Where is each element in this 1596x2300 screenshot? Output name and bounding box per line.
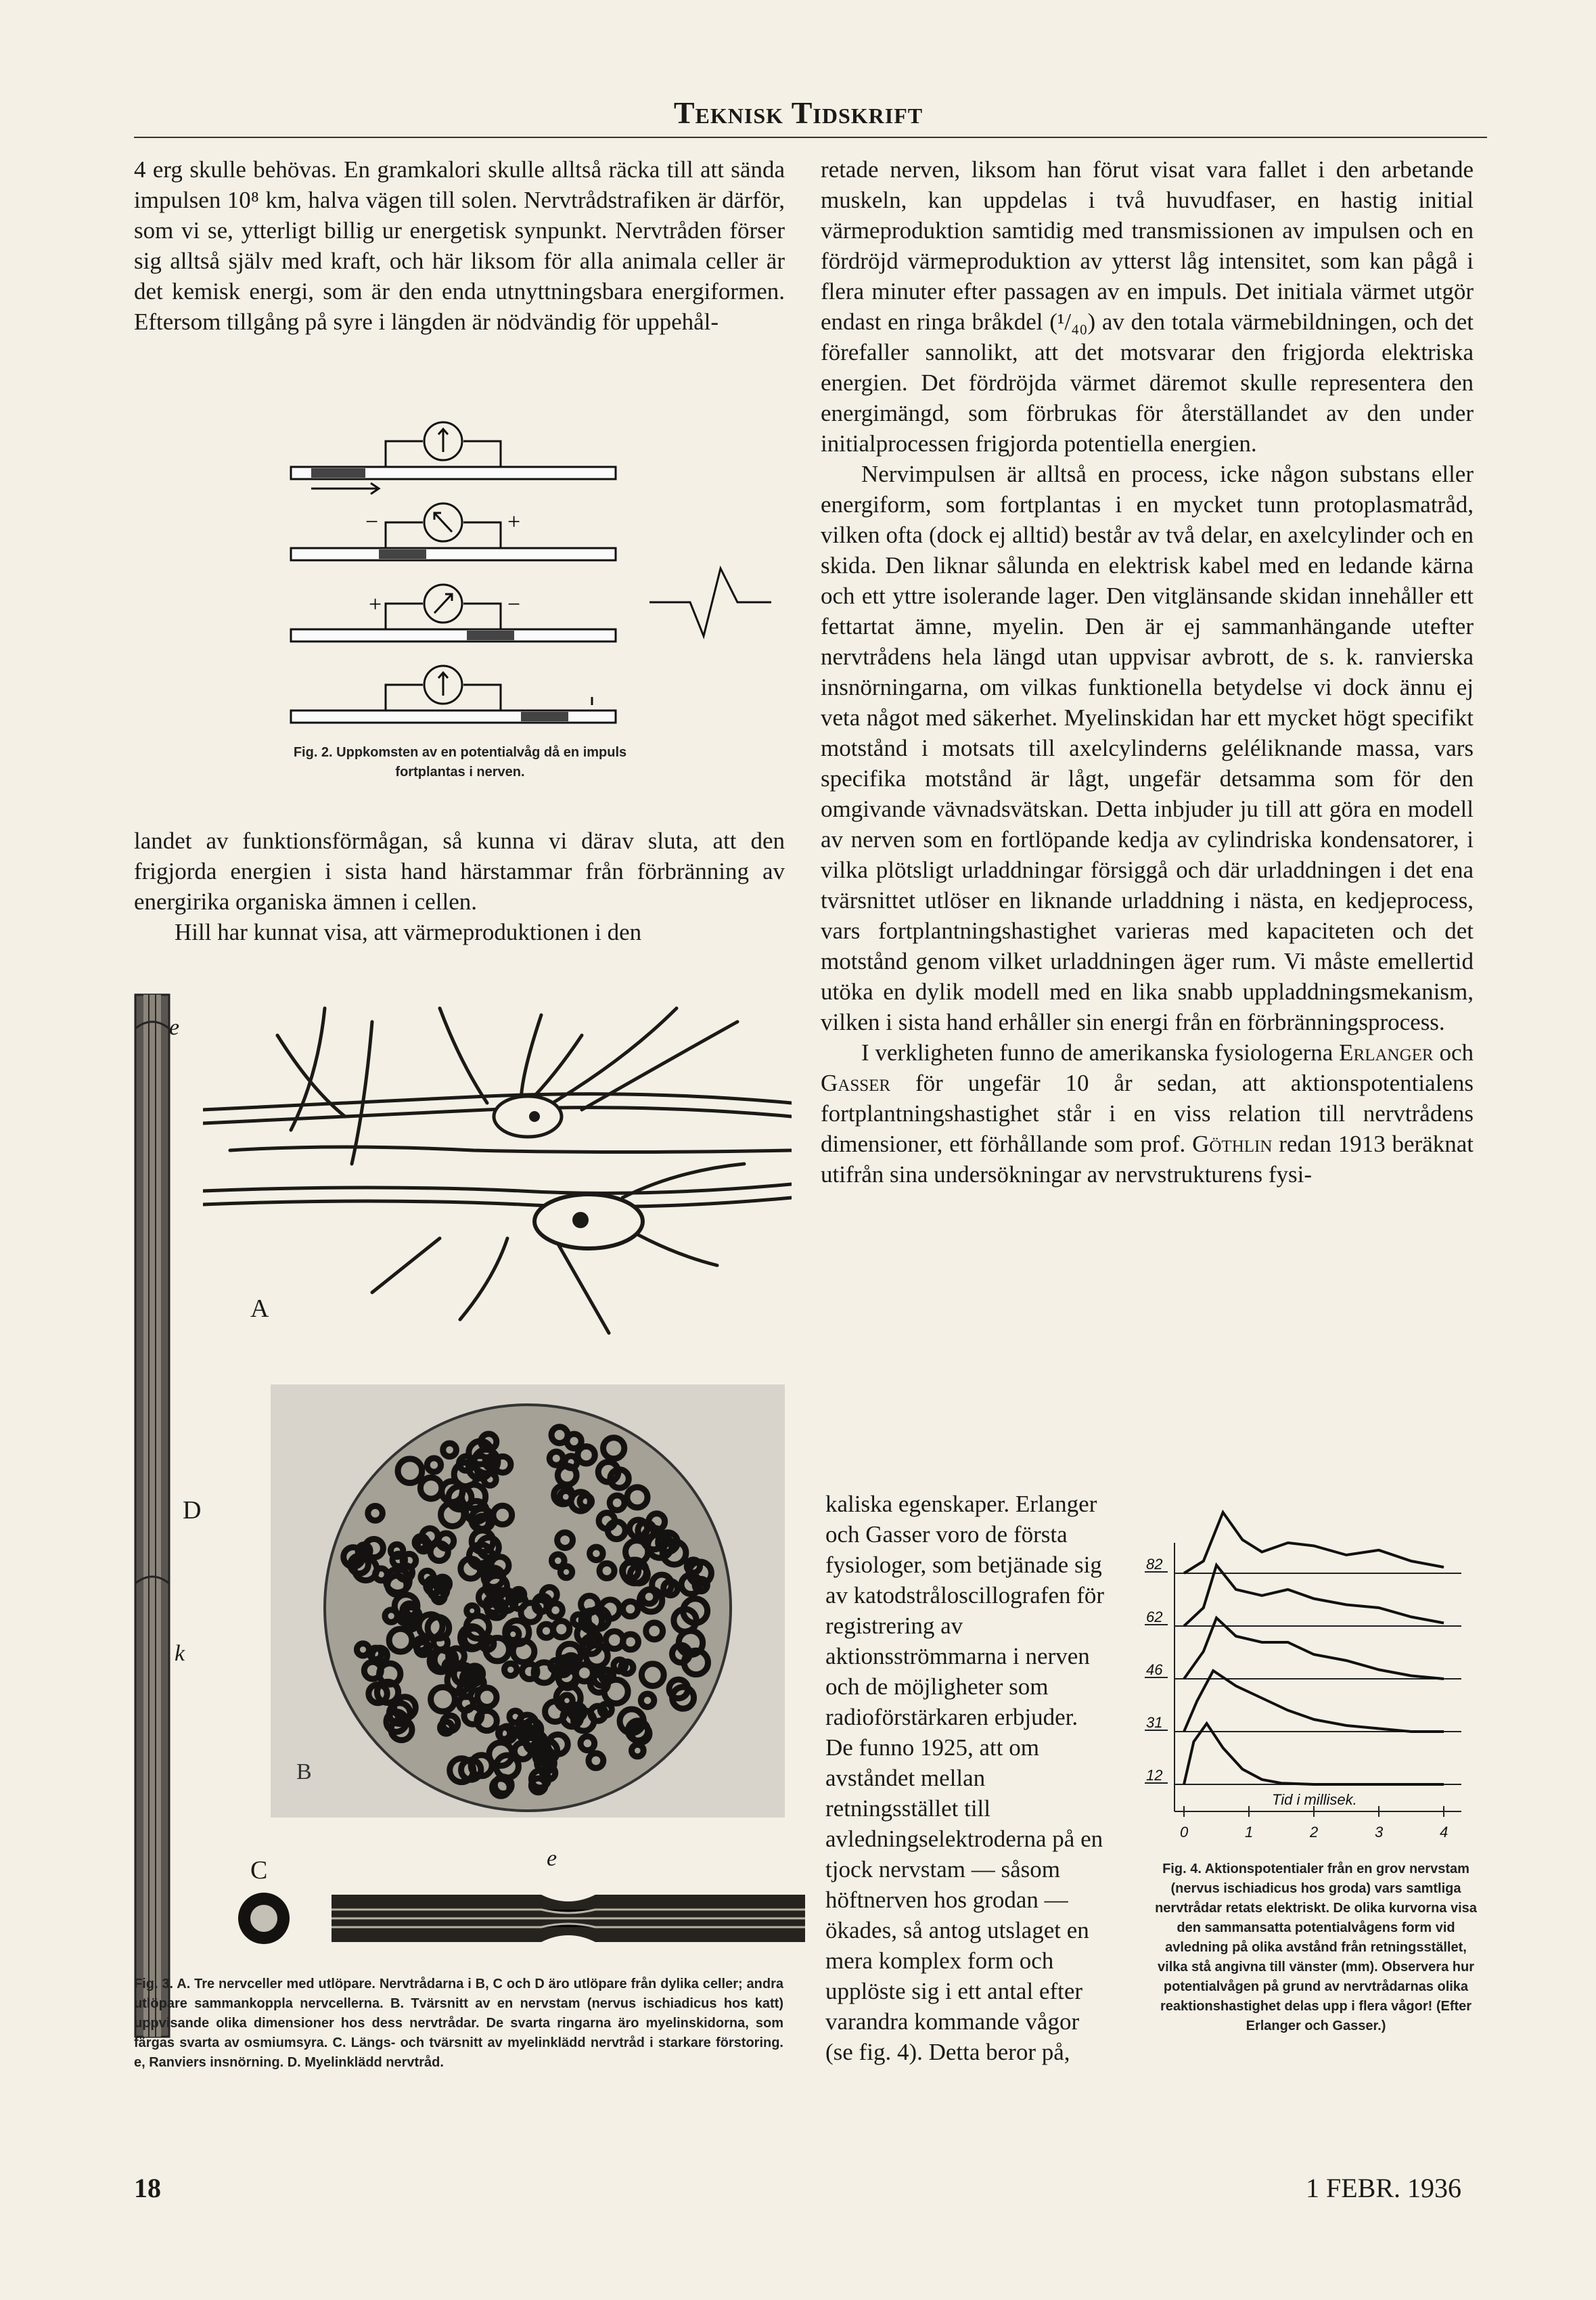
- fig4-curve: [1184, 1618, 1444, 1679]
- fig4-x-tick-label: 0: [1180, 1824, 1189, 1841]
- right-column-top: [821, 154, 1474, 1190]
- fig3-label-C: C: [250, 1856, 268, 1885]
- fig4-x-tick-label: 4: [1440, 1824, 1449, 1841]
- fig3-fiber-D: [129, 988, 183, 2044]
- left-para-1: 4 erg skulle behövas. En gramkalori skulle alltså räcka till att sända impulsen 10⁸ km, halva vägen till solen. Nervtrådstrafiken är därför, som vi se, ytterligt billig ur energetisk synpunkt. Nervtråden förser sig alltså själv med kraft, och här liksom för alla animala celler är det kemisk energi, som är den enda utnyttningsbara energiformen. Eftersom tillgång på syre i längden är nödvändig för uppehål-: [134, 156, 785, 335]
- right-para-2: Nervimpulsen är alltså en process, icke någon substans eller energiform, som fortplantas i en mycket tunn protoplasmatråd, vilken ofta (dock ej alltid) består av två delar, en axelcylinder och en skida. Den liknar sålunda en elektrisk kabel med en ledande kärna och ett yttre isolerande lager. Den vitglänsande skidan innehåller ett fettartat ämne, myelin. Den är ej sammanhängande utefter nervtrådens hela längd utan uppvisar avbrott, de s. k. ranvierska insnörningarna, om vilkas funktionella betydelse vi dock ännu ej veta något med säkerhet. Myelinskidan har ett mycket högt specifikt motstånd i motsats till axelcylinderns geléliknande massa, vars specifika motstånd är lågt, ungefär detsamma som för den omgivande vävnadsvätskan. Detta inbjuder ju till att göra en modell av nerven som en fortlöpande kedja av cylindriska kondensatorer, i vilka plötsligt urladdningar försiggå och där urladdningen i det ena tvärsnittet utlöser en liknande urladdning i nästa, en kedjeprocess, vars fortplantningshastighet varieras med kapaciteten och det motstånd genom vilket urladdningen äger rum. Vi måste emellertid utöka en dylik modell med en lika snabb uppladdningsmekanism, vilken i sista hand erhåller sin energi från en förbränningsprocess.: [821, 461, 1474, 1035]
- fig2-minus-1: −: [365, 510, 379, 535]
- right-para-3-start: I verkligheten funno de amerikanska fysiologerna: [861, 1039, 1340, 1066]
- fig2-row-2: [291, 503, 616, 560]
- fig4-curve: [1184, 1512, 1444, 1573]
- name-gothlin: Göthlin: [1192, 1131, 1273, 1157]
- fig2-plus-2: +: [369, 592, 382, 617]
- fig4-curve: [1184, 1671, 1444, 1732]
- fig2-plus-1: +: [507, 510, 521, 535]
- fig4-caption: Fig. 4. Aktionspotentialer från en grov nervstam (nervus ischiadicus hos groda) vars samtliga nervtrådar retats elektriskt. De olika kurvorna visa den sammansatta potentialvågens form vid avledning på olika avstånd från retningsstället, vilka stå angivna till vänster (mm). Observera hur potentialvågen på grund av nervtrådarnas olika reaktionshastighet delas upp i flera vågor! (Efter Erlanger och Gasser.): [1155, 1862, 1477, 2033]
- fig4-curve: [1184, 1723, 1444, 1784]
- issue-date: 1 FEBR. 1936: [1306, 2173, 1462, 2203]
- fig4-distance-label: 62: [1146, 1608, 1163, 1625]
- fig2-caption: Fig. 2. Uppkomsten av en potentialvåg då en impuls fortplantas i nerven.: [293, 745, 627, 780]
- fig4-chart: [1143, 1502, 1482, 1854]
- fig3-label-k: k: [175, 1641, 185, 1666]
- name-erlanger: Erlanger: [1339, 1039, 1434, 1066]
- right-para-3: [821, 1037, 1474, 1190]
- right-para-3-narrow: kaliska egenskaper. Erlanger och Gasser voro de första fysiologer, som betjänade sig av katodstråloscillografen för registrering av aktionsströmmarna i nerven och de möjligheter som radioförstärkaren erbjuder. De funno 1925, att om avståndet mellan retningsstället till avledningselektroderna på en tjock nervstam — såsom höftnerven hos grodan — ökades, så antog utslaget en mera komplex form och upplöste sig i ett antal efter varandra kommande vågor (se fig. 4). Detta beror på,: [825, 1491, 1105, 2065]
- fig3-label-e-bottom: e: [547, 1846, 557, 1871]
- page-number: 18: [134, 2173, 161, 2203]
- fig4-distance-label: 46: [1146, 1661, 1163, 1678]
- right-para-3-mid: för ungefär 10 år sedan, att aktionspotentialens fortplantningshastighet står i en viss relation till nervtrådens dimensioner, ett förhållande som prof.: [821, 1070, 1474, 1157]
- fig4-x-tick-label: 2: [1310, 1824, 1319, 1841]
- journal-title: Teknisk Tidskrift: [673, 95, 924, 130]
- right-column-narrow: [825, 1489, 1111, 2067]
- fig4-x-tick-label: 1: [1245, 1824, 1254, 1841]
- fig4-x-tick-label: 3: [1375, 1824, 1384, 1841]
- fig4-curve: [1184, 1565, 1444, 1626]
- fig4-distance-label: 31: [1146, 1714, 1163, 1731]
- fig4-x-axis-label: Tid i millisek.: [1272, 1791, 1357, 1808]
- left-para-2: landet av funktionsförmågan, så kunna vi därav sluta, att den frigjorda energien i sista hand härstammar från förbränning av energirika organiska ämnen i cellen.: [134, 828, 785, 915]
- right-para-1: retade nerven, liksom han förut visat vara fallet i den arbetande muskeln, kan uppdelas i två huvudfaser, en hastig initial värmeproduktion samtidig med transmissionen av impulsen och en fördröjd värmeproduktion av ytterst låg intensitet, som kan pågå i flera minuter efter passagen av en impuls. Det initiala värmet utgör endast en ringa bråkdel (¹/₄₀) av den totala värmebildningen, och det förefaller sannolikt, att det motsvarar den frigjorda elektriska energien. Det fördröjda värmet däremot skulle representera den energimängd, som förbrukas för återställandet av den under initialprocessen frigjorda potentiella energien.: [821, 156, 1474, 457]
- header-rule: [134, 137, 1487, 138]
- left-column-mid: [134, 826, 785, 947]
- fig3-longitudinal-C: [325, 1881, 812, 1956]
- left-para-3: Hill har kunnat visa, att värmeproduktionen i den: [175, 919, 642, 945]
- fig4-distance-label: 12: [1146, 1767, 1163, 1784]
- word-och: och: [1433, 1039, 1474, 1066]
- fig3-caption: Fig. 3. A. Tre nervceller med utlöpare. Nervtrådarna i B, C och D äro utlöpare från dylika celler; andra utlöpare sammankoppla nervcellerna. B. Tvärsnitt av en nervstam (nervus ischiadicus hos katt) uppvisande olika dimensioner hos dess nervtrådar. De svarta ringarna äro myelinskidorna, som färgas svarta av osmiumsyra. C. Längs- och tvärsnitt av myelinklädd nervtråd i starkare förstoring. e, Ranviers insnörning. D. Myelinklädd nervtråd.: [134, 1977, 783, 2070]
- fig3-label-e-top: e: [169, 1015, 180, 1040]
- left-column-top: [134, 154, 785, 337]
- fig2-minus-2: −: [507, 592, 521, 617]
- name-gasser: Gasser: [821, 1070, 891, 1096]
- fig3-neurons-A: [203, 995, 792, 1347]
- fig2-row-3: [291, 585, 616, 641]
- fig4-distance-label: 82: [1146, 1556, 1163, 1573]
- fig3-label-B: B: [296, 1759, 312, 1784]
- fig2-diagram: [284, 413, 798, 697]
- fig3-cross-section-B: [271, 1384, 785, 1818]
- fig3-cross-C: [233, 1888, 294, 1949]
- fig2-row-4: [284, 656, 636, 738]
- fig3-label-D: D: [183, 1496, 202, 1525]
- fig2-row-1: [291, 422, 616, 494]
- fig2-waveform: [649, 568, 771, 636]
- right-para-3-end: redan 1913 beräknat utifrån sina undersökningar av nervstrukturens fysi-: [821, 1131, 1474, 1188]
- fig3-label-A: A: [250, 1294, 269, 1323]
